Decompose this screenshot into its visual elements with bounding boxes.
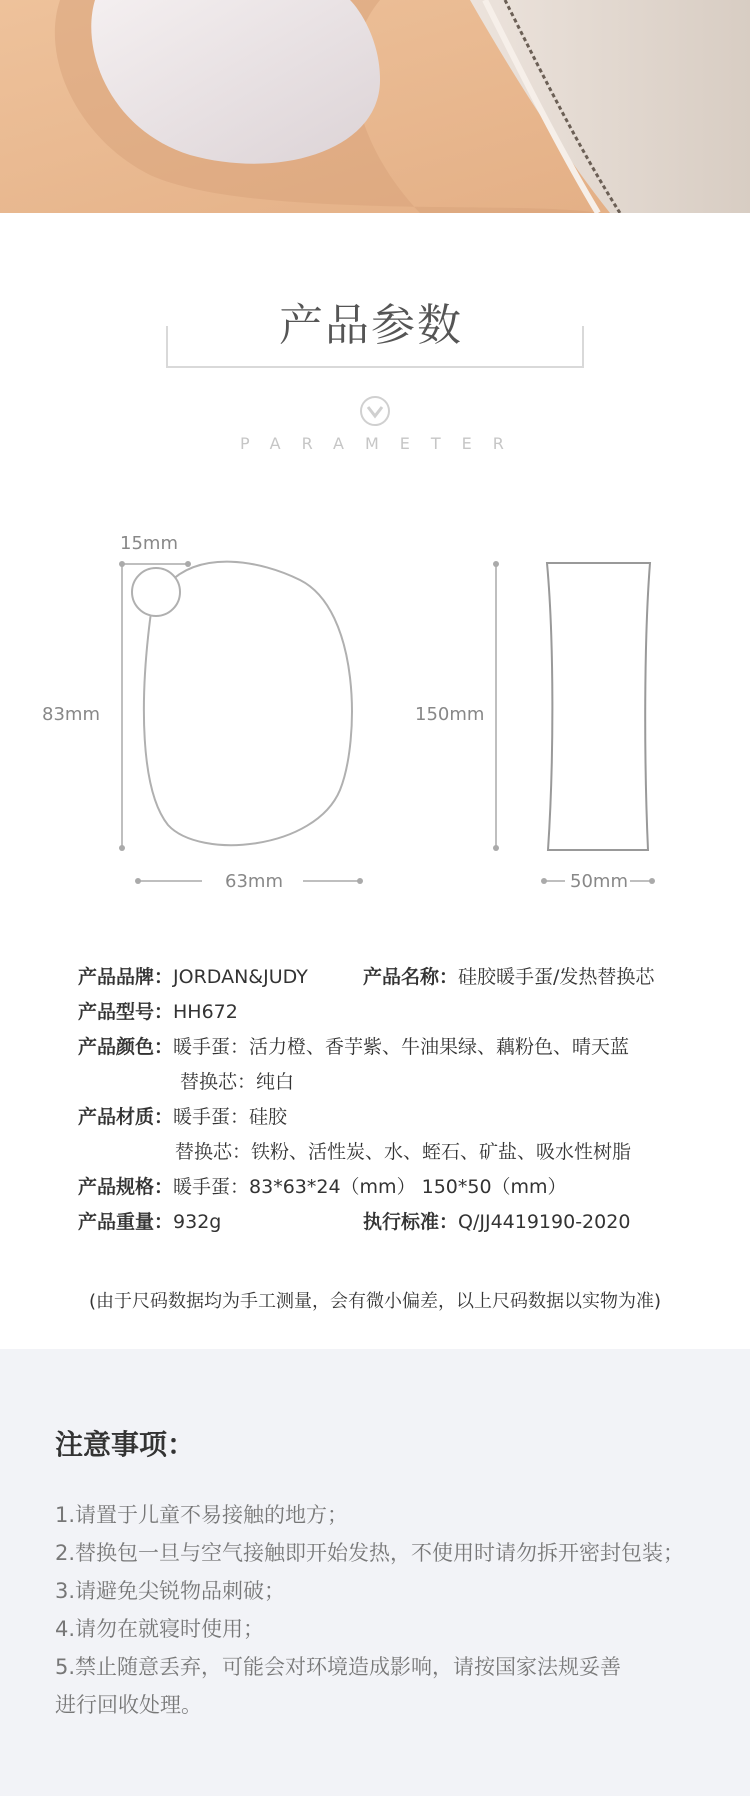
- notice-section: [0, 1349, 750, 1796]
- notice-item: 4.请勿在就寝时使用；: [55, 1617, 265, 1641]
- notice-item: 3.请避免尖锐物品刺破；: [55, 1579, 286, 1603]
- spec-standard: [363, 1207, 630, 1234]
- spec-name: [363, 962, 654, 989]
- spec-size-label: 产品规格：: [78, 1176, 174, 1198]
- spec-name-value: 硅胶暖手蛋/发热替换芯: [458, 966, 655, 988]
- spec-material-value: 暖手蛋：硅胶: [173, 1106, 288, 1128]
- label-height-left: 83mm: [42, 704, 100, 725]
- spec-material-value2: 替换芯：铁粉、活性炭、水、蛭石、矿盐、吸水性树脂: [175, 1141, 632, 1163]
- spec-material-label: 产品材质：: [78, 1106, 174, 1128]
- label-width-right: 50mm: [570, 871, 628, 892]
- spec-color-value2: 替换芯：纯白: [180, 1071, 295, 1093]
- label-height-right: 150mm: [415, 704, 485, 725]
- spec-model-label: 产品型号：: [78, 1001, 174, 1023]
- replacement-pad-outline: [547, 563, 650, 850]
- notice-item: 2.替换包一旦与空气接触即开始发热，不使用时请勿拆开密封包装；: [55, 1541, 685, 1565]
- section-title: 产品参数: [279, 300, 463, 351]
- notice-item: 进行回收处理。: [55, 1693, 202, 1717]
- spec-weight: [78, 1207, 221, 1234]
- spec-color-value: 暖手蛋：活力橙、香芋紫、牛油果绿、藕粉色、晴天蓝: [173, 1036, 630, 1058]
- spec-weight-label: 产品重量：: [78, 1211, 174, 1233]
- spec-standard-value: Q/JJ4419190-2020: [458, 1211, 631, 1233]
- spec-model-value: HH672: [173, 1001, 238, 1023]
- spec-weight-value: 932g: [173, 1211, 222, 1233]
- label-top-width: 15mm: [120, 533, 178, 554]
- spec-name-label: 产品名称：: [363, 966, 459, 988]
- spec-size-value: 暖手蛋：83*63*24（mm） 150*50（mm）: [173, 1176, 567, 1198]
- spec-size: [78, 1172, 567, 1199]
- dimension-diagram: [0, 520, 750, 900]
- notice-title: 注意事项：: [55, 1428, 196, 1461]
- label-width-bottom: 63mm: [225, 871, 283, 892]
- spec-model: [78, 997, 238, 1024]
- spec-color: [78, 1032, 629, 1059]
- spec-brand: [78, 962, 308, 989]
- hand-warmer-loop: [132, 568, 180, 616]
- spec-standard-label: 执行标准：: [363, 1211, 459, 1233]
- spec-brand-label: 产品品牌：: [78, 966, 174, 988]
- spec-color-label: 产品颜色：: [78, 1036, 174, 1058]
- spec-brand-value: JORDAN&JUDY: [173, 966, 308, 988]
- spec-material: [78, 1102, 287, 1129]
- hero-product-photo: [0, 0, 750, 213]
- notice-item: 1.请置于儿童不易接触的地方；: [55, 1503, 349, 1527]
- section-subtitle: PARAMETER: [240, 434, 525, 453]
- chevron-down-icon: [359, 395, 391, 427]
- measurement-note: (由于尺码数据均为手工测量，会有微小偏差，以上尺码数据以实物为准): [88, 1291, 662, 1312]
- notice-item: 5.禁止随意丢弃，可能会对环境造成影响，请按国家法规妥善: [55, 1655, 622, 1679]
